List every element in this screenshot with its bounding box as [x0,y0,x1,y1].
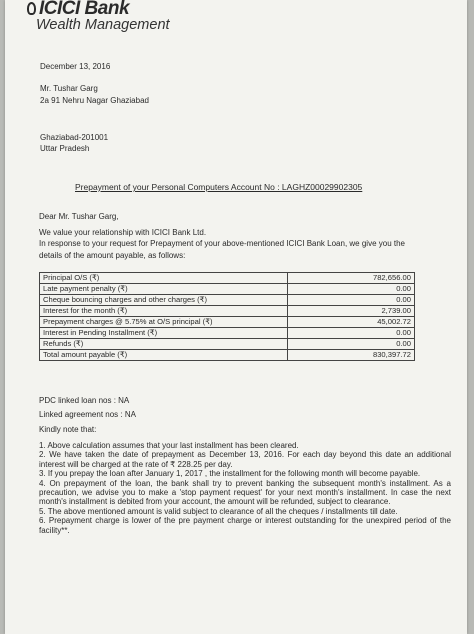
row-label: Total amount payable (₹) [40,350,288,361]
address-line-1: 2a 91 Nehru Nagar Ghaziabad [40,96,149,105]
row-label: Late payment penalty (₹) [40,284,288,295]
note-item: 6. Prepayment charge is lower of the pre payment charge or interest outstanding for the unexpired period of the facility**. [39,516,451,535]
logo-brand [27,0,170,18]
pdc-linked-loan: PDC linked loan nos : NA [39,396,130,405]
note-item: 5. The above mentioned amount is valid subject to clearance of all the cheques / installments till date. [39,506,398,516]
row-label: Interest in Pending Installment (₹) [40,328,288,339]
note-item: 1. Above calculation assumes that your last installment has been cleared. [39,441,299,450]
notes-list [39,441,451,535]
table-row [40,284,415,295]
note-item: 3. If you prepay the loan after January 1, 2017 , the installment for the following month will become payable. [39,469,421,479]
brand-name: ICICI Bank [39,0,130,19]
intro-line-3: details of the amount payable, as follows: [39,251,186,260]
letter-subject: Prepayment of your Personal Computers Account No : LAGHZ00029902305 [75,182,363,192]
row-value: 0.00 [288,284,415,295]
logo-mark-icon [27,2,36,15]
row-label: Interest for the month (₹) [40,306,288,317]
address-line-3: Uttar Pradesh [40,144,90,153]
row-label: Refunds (₹) [40,339,288,350]
letter-page [5,0,467,634]
table-row [40,350,415,361]
brand-division: Wealth Management [36,17,170,33]
icici-logo [27,0,170,32]
letter-date: December 13, 2016 [40,62,111,71]
table-row [40,306,415,317]
table-row [40,328,415,339]
row-value: 2,739.00 [288,306,415,317]
row-value: 0.00 [288,295,415,306]
note-item: 2. We have taken the date of prepayment as December 13, 2016. For each day beyond this date an additional interest will be charged at the rate of ₹ 228.25 per day. [39,450,451,469]
salutation: Dear Mr. Tushar Garg, [39,212,119,221]
row-value: 45,002.72 [288,317,415,328]
amount-table [39,272,415,361]
row-value: 782,656.00 [288,273,415,284]
table-row [40,317,415,328]
row-value: 0.00 [288,339,415,350]
kindly-note: Kindly note that: [39,425,97,434]
address-line-2: Ghaziabad-201001 [40,133,109,142]
note-item: 4. On prepayment of the loan, the bank shall try to prevent banking the subsequent month's installment. As a precaution, we advise you to make a 'stop payment request' for your next month's installment. In case the next month's installment is debited from your account, the amount will be refunded, subject to clearance. [39,478,451,507]
linked-agreement: Linked agreement nos : NA [39,410,136,419]
row-label: Principal O/S (₹) [40,273,288,284]
intro-line-2: In response to your request for Prepayment of your above-mentioned ICICI Bank Loan, we give you the [39,239,405,248]
row-value: 830,397.72 [288,350,415,361]
table-row [40,295,415,306]
intro-line-1: We value your relationship with ICICI Bank Ltd. [39,228,207,237]
row-label: Prepayment charges @ 5.75% at O/S principal (₹) [40,317,288,328]
row-label: Cheque bouncing charges and other charges (₹) [40,295,288,306]
table-row [40,339,415,350]
recipient-name: Mr. Tushar Garg [40,84,98,93]
table-row [40,273,415,284]
row-value: 0.00 [288,328,415,339]
